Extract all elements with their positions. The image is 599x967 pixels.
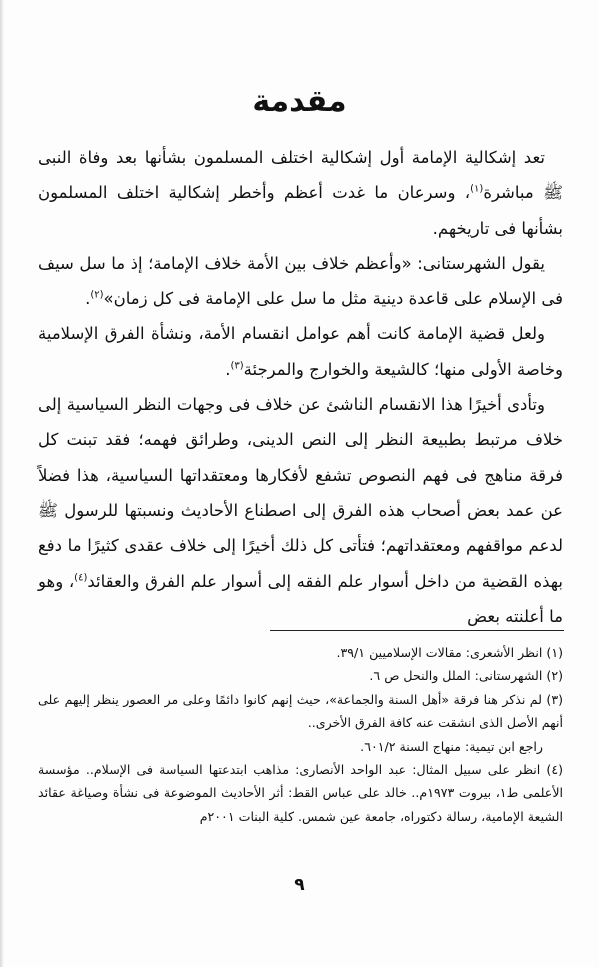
footnote-ref-2: (٢): [90, 289, 104, 301]
paragraph-1-text: تعد إشكالية الإمامة أول إشكالية اختلف المسلمون بشأنها بعد وفاة النبى ﷺ مباشرة: [38, 148, 563, 203]
paragraph-3-tail: .: [225, 359, 231, 379]
paragraph-2-text: يقول الشهرستانى: «وأعظم خلاف بين الأمة خلاف الإمامة؛ إذ ما سل سيف فى الإسلام على قاعدة دينية مثل ما سل على الإمامة فى كل زمان»: [38, 253, 563, 309]
paragraph-2: [38, 246, 563, 317]
page-edge-shadow: [0, 0, 4, 967]
paragraph-3-text: ولعل قضية الإمامة كانت أهم عوامل انقسام الأمة، ونشأة الفرق الإسلامية وخاصة الأولى منها؛ كالشيعة والخوارج والمرجئة: [38, 324, 563, 379]
footnote-3: (٣) لم نذكر هنا فرقة «أهل السنة والجماعة»، حيث إنهم كانوا دائمًا وعلى مر العصور ينظر إليهم على أنهم الأصل الذى انشقت عنه كافة الفرق الأخرى..: [38, 691, 563, 731]
footnote-ref-4: (٤): [74, 572, 88, 584]
paragraph-1: [38, 140, 563, 246]
footnote-2: (٢) الشهرستانى: الملل والنحل ص ٦.: [369, 668, 563, 684]
paragraph-4-text: وتأدى أخيرًا هذا الانقسام الناشئ عن خلاف فى وجهات النظر السياسية إلى خلاف مرتبط بطبيعة النظر إلى النص الدينى، وطرائق فهمه؛ فقد تبنت كل فرقة مناهج فى فهم النصوص تشفع لأفكارها ومعتقداتها السياسية، هذا فضلاً عن عمد بعض أصحاب هذه الفرق إلى اصطناع الأحاديث ونسبتها للرسول ﷺ لدعم مواقفهم ومعتقداتهم؛ فتأتى كل ذلك أخيرًا إلى خلاف عقدى كثيرًا ما دفع بهذه القضية من داخل أسوار علم الفقه إلى أسوار علم الفرق والعقائد: [38, 395, 563, 591]
page-title: مقدمة: [252, 84, 347, 120]
footnote-ref-1: (١): [470, 183, 484, 195]
footnotes: [38, 641, 563, 828]
paragraph-3: [38, 316, 563, 387]
paragraph-2-tail: .: [85, 289, 91, 309]
footnote-divider: [270, 630, 564, 631]
page-number: ٩: [294, 875, 305, 895]
footnote-4: (٤) انظر على سبيل المثال: عبد الواحد الأنصارى: مذاهب ابتدعتها السياسة فى الإسلام.. مؤسسة الأعلمى ط١، بيروت ١٩٧٣م.. خالد على عباس القط: أثر الأحاديث الموضوعة فى نشأة وصياغة عقائد الشيعة الإمامية، رسالة دكتوراه، جامعة عين شمس. كلية البنات ٢٠٠١م: [38, 762, 563, 824]
paragraph-4-tail: ، وهو ما أعلنته بعض: [38, 571, 563, 626]
paragraph-1-tail: ، وسرعان ما غدت أعظم وأخطر إشكالية اختلف المسلمون بشأنها فى تاريخهم.: [38, 183, 563, 238]
footnote-ref-3: (٣): [230, 360, 244, 372]
paragraph-4: [38, 387, 563, 634]
footnote-3-reference: راجع ابن تيمية: منهاج السنة ٦٠١/٢.: [360, 738, 543, 754]
footnote-1: (١) انظر الأشعرى: مقالات الإسلاميين ٣٩/١.: [336, 645, 563, 660]
main-text: [38, 140, 563, 634]
